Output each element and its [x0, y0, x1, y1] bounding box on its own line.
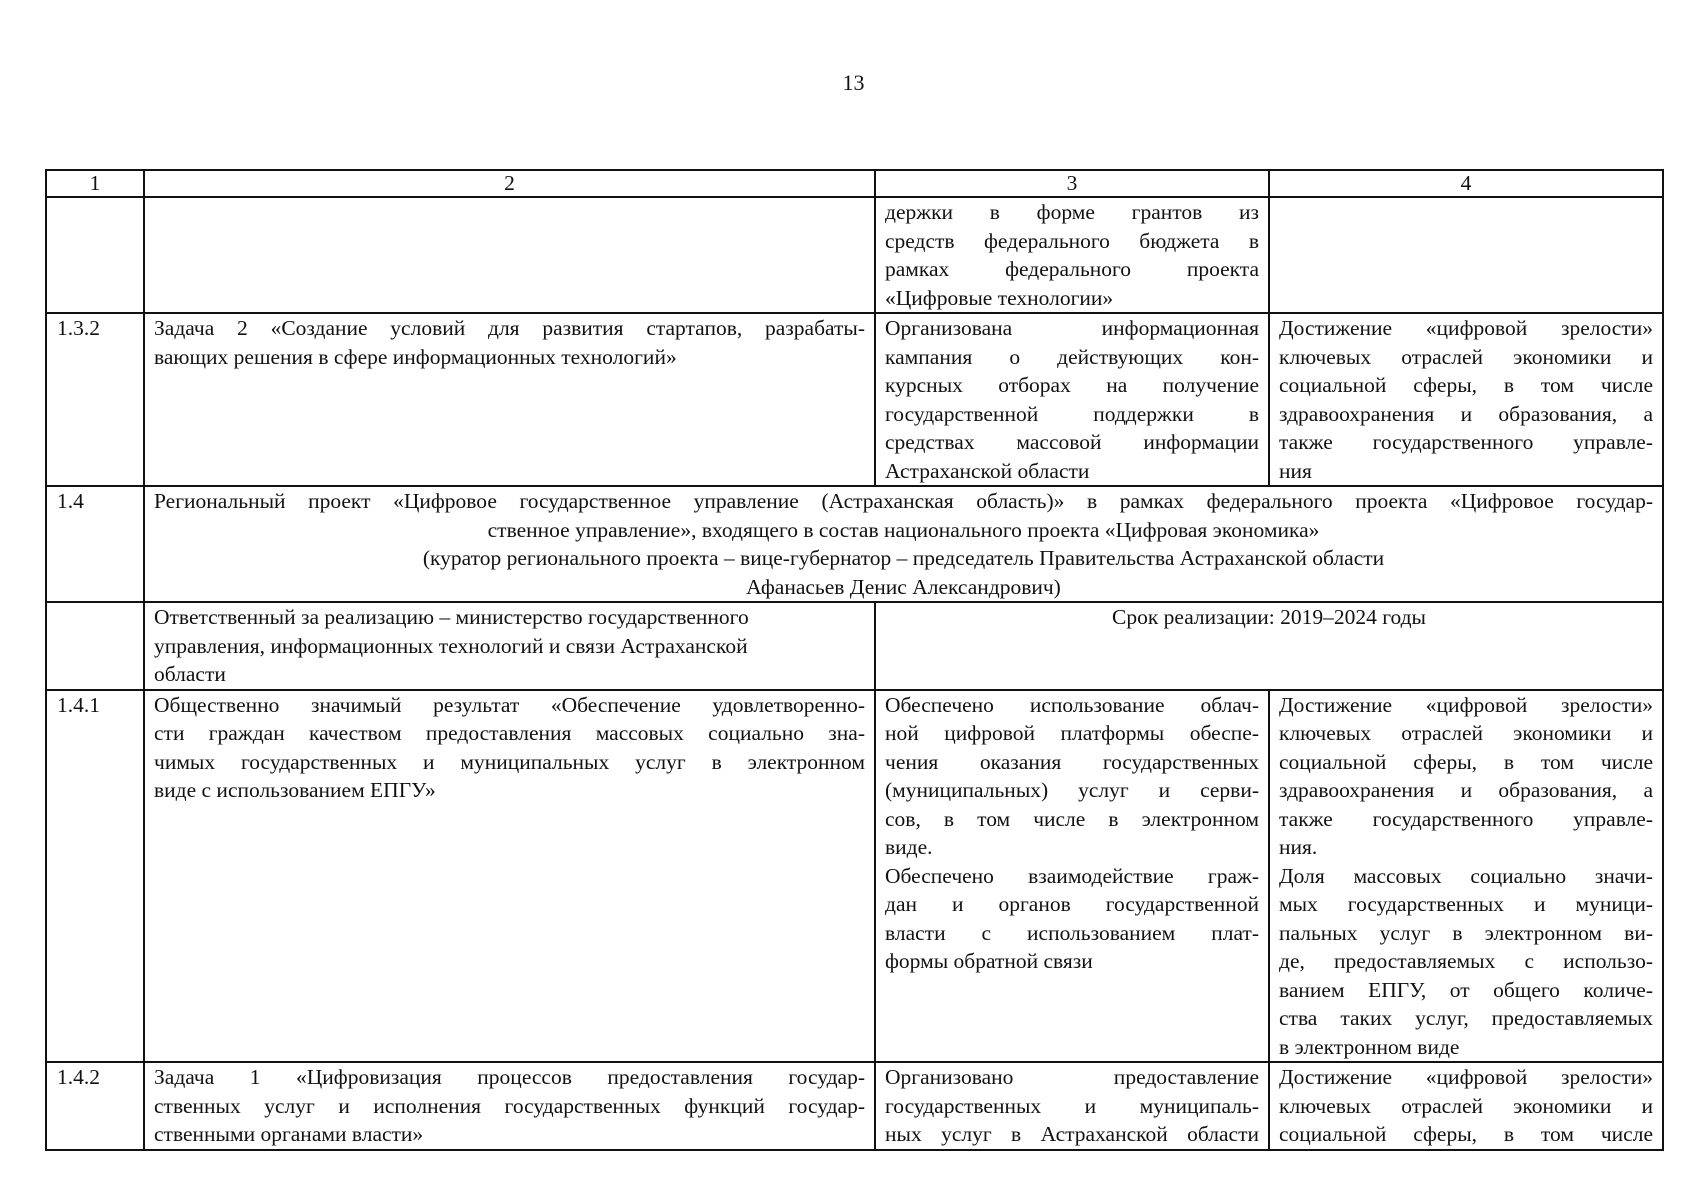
document-table: [45, 169, 1664, 1151]
text-line: де, предоставляемых с использо-: [1279, 949, 1653, 973]
result-cell: [875, 313, 1269, 486]
text-line: Обеспечено использование облач-: [885, 692, 1259, 717]
text-line: (муниципальных) услуг и серви-: [885, 778, 1259, 802]
text-line: государственной поддержки в: [885, 401, 1259, 426]
text-line: Задача 2 «Создание условий для развития стартапов, разрабаты-: [154, 316, 865, 340]
indicator-cell: [1269, 1062, 1663, 1150]
deadline-cell: Срок реализации: 2019–2024 годы: [875, 602, 1663, 690]
text-line: (куратор регионального проекта – вице-губернатор – председатель Правительства Астраханской области: [422, 546, 1385, 570]
text-line: сти граждан качеством предоставления массовых социально зна-: [154, 721, 865, 745]
text-line: средств федерального бюджета в: [885, 228, 1259, 253]
text-line: Достижение «цифровой зрелости»: [1279, 1065, 1653, 1089]
text-line: рамках федерального проекта: [885, 257, 1259, 281]
regional-project-cell: [144, 486, 1663, 602]
text-line: Афанасьев Денис Александрович): [746, 574, 1061, 599]
task-cell: [144, 313, 875, 486]
text-line: ключевых отраслей экономики и: [1279, 344, 1653, 369]
text-line: государственных и муниципаль-: [885, 1093, 1259, 1118]
text-line: Общественно значимый результат «Обеспечение удовлетворенно-: [154, 692, 865, 717]
text-line: «Цифровые технологии»: [885, 285, 1114, 310]
text-line: мых государственных и муници-: [1279, 892, 1653, 916]
text-line: здравоохранения и образования, а: [1279, 778, 1653, 802]
responsible-cell: [144, 602, 875, 690]
text-line: Обеспечено взаимодействие граж-: [885, 863, 1259, 888]
text-line: области: [154, 662, 226, 686]
text-line: ключевых отраслей экономики и: [1279, 1093, 1653, 1118]
table-row: [46, 690, 1663, 1063]
text-line: ственное управление», входящего в состав национального проекта «Цифровая экономика»: [487, 517, 1320, 542]
text-line: средствах массовой информации: [885, 430, 1259, 454]
result-cell: [875, 1062, 1269, 1150]
row-number-cell: 1.4.2: [46, 1062, 144, 1150]
row-number-cell: 1.3.2: [46, 313, 144, 486]
text-line: формы обратной связи: [885, 949, 1093, 973]
text-line: социальной сферы, в том числе: [1279, 373, 1653, 397]
table-row: [46, 486, 1663, 602]
text-line: также государственного управле-: [1279, 806, 1653, 831]
text-line: пальных услуг в электронном ви-: [1279, 920, 1653, 945]
text-line: социальной сферы, в том числе: [1279, 1122, 1653, 1146]
text-line: держки в форме грантов из: [885, 200, 1259, 224]
text-line: сов, в том числе в электронном: [885, 806, 1259, 831]
task-cell: [144, 1062, 875, 1150]
text-line: дан и органов государственной: [885, 892, 1259, 916]
text-line: ванием ЕПГУ, от общего количе-: [1279, 977, 1653, 1002]
text-line: чения оказания государственных: [885, 749, 1259, 774]
indicator-cell: [1269, 197, 1663, 313]
text-line: здравоохранения и образования, а: [1279, 401, 1653, 426]
table-row: [46, 602, 1663, 690]
text-line: Организована информационная: [885, 316, 1259, 340]
text-line: власти с использованием плат-: [885, 920, 1259, 945]
page-number: 13: [842, 70, 865, 95]
text-line: Астраханской области: [885, 458, 1090, 483]
table-row: [46, 1062, 1663, 1150]
text-line: чимых государственных и муниципальных услуг в электронном: [154, 749, 865, 774]
text-line: управления, информационных технологий и связи Астраханской: [154, 633, 748, 658]
table-row: [46, 313, 1663, 486]
text-line: Достижение «цифровой зрелости»: [1279, 316, 1653, 340]
row-number-cell: 1.4: [46, 486, 144, 602]
text-line: социальной сферы, в том числе: [1279, 749, 1653, 774]
header-cell-3: 3: [875, 170, 1269, 197]
text-line: ния: [1279, 458, 1312, 483]
text-line: виде с использованием ЕПГУ»: [154, 778, 436, 802]
row-number-cell: [46, 602, 144, 690]
text-line: ной цифровой платформы обеспе-: [885, 721, 1259, 745]
text-line: Достижение «цифровой зрелости»: [1279, 692, 1653, 717]
text-line: Ответственный за реализацию – министерство государственного: [154, 605, 749, 629]
header-cell-4: 4: [1269, 170, 1663, 197]
text-line: виде.: [885, 835, 933, 859]
text-line: вающих решения в сфере информационных технологий»: [154, 344, 677, 369]
result-cell: [875, 197, 1269, 313]
indicator-cell: [1269, 313, 1663, 486]
text-line: кампания о действующих кон-: [885, 344, 1259, 369]
text-line: ния.: [1279, 835, 1318, 859]
text-line: ства таких услуг, предоставляемых: [1279, 1006, 1653, 1030]
text-line: ственными органами власти»: [154, 1122, 424, 1146]
text-line: ключевых отраслей экономики и: [1279, 721, 1653, 745]
text-line: Организовано предоставление: [885, 1065, 1259, 1089]
row-number-cell: [46, 197, 144, 313]
header-cell-2: 2: [144, 170, 875, 197]
header-cell-1: 1: [46, 170, 144, 197]
text-line: в электронном виде: [1279, 1034, 1460, 1059]
text-line: курсных отборах на получение: [885, 373, 1259, 397]
result-cell: [875, 690, 1269, 1063]
text-line: Задача 1 «Цифровизация процессов предоставления государ-: [154, 1065, 865, 1089]
indicator-cell: [1269, 690, 1663, 1063]
text-line: Региональный проект «Цифровое государственное управление (Астраханская область)» в рамках федерального проекта «Цифровое государ-: [154, 489, 1653, 513]
task-cell: [144, 197, 875, 313]
text-line: ственных услуг и исполнения государственных функций государ-: [154, 1093, 865, 1118]
text-line: ных услуг в Астраханской области: [885, 1122, 1259, 1146]
task-cell: [144, 690, 875, 1063]
text-line: также государственного управле-: [1279, 430, 1653, 454]
table-row: [46, 197, 1663, 313]
table-header-row: [46, 170, 1663, 197]
row-number-cell: 1.4.1: [46, 690, 144, 1063]
text-line: Доля массовых социально значи-: [1279, 863, 1653, 888]
